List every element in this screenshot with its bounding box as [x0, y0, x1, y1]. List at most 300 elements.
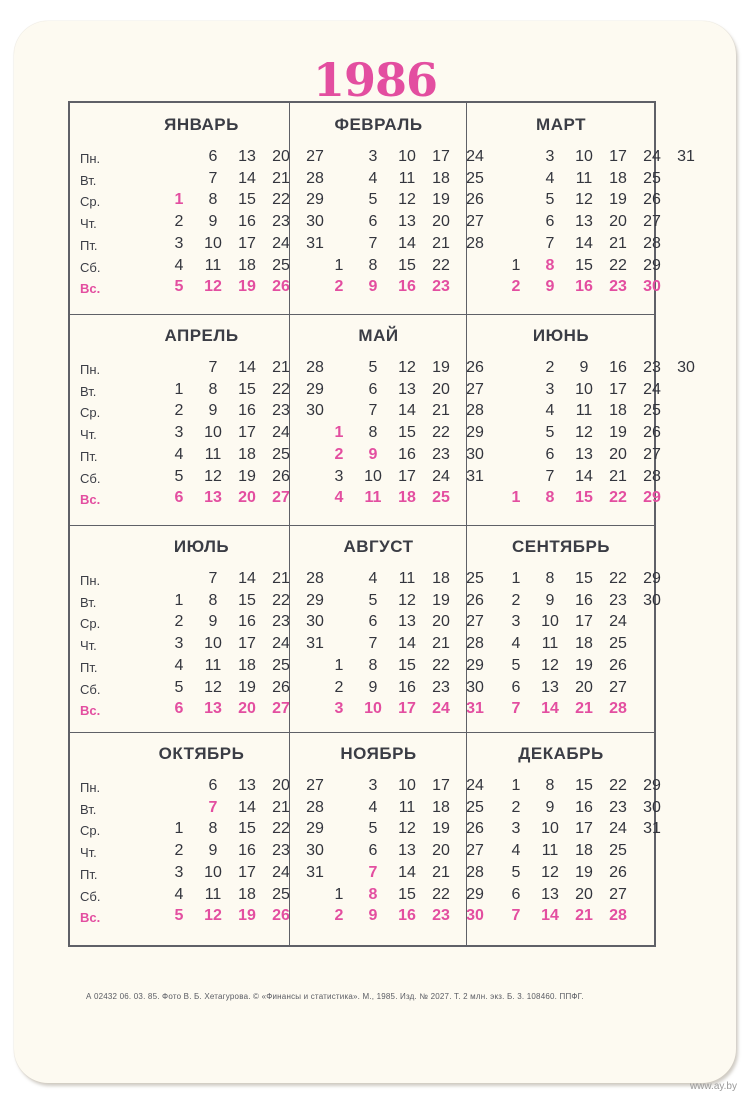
day-cell: 12 [204, 907, 222, 925]
day-cell: 10 [575, 380, 593, 398]
day-cell: 24 [272, 424, 290, 442]
day-cell: 10 [204, 234, 222, 252]
day-cell: 25 [643, 169, 661, 187]
day-cell: 26 [272, 278, 290, 296]
day-cell: 29 [306, 380, 324, 398]
day-cell: 15 [398, 256, 416, 274]
day-cell: 7 [368, 234, 378, 252]
day-cell: 12 [204, 678, 222, 696]
day-cell: 7 [208, 169, 218, 187]
day-cell: 18 [575, 635, 593, 653]
day-cell: 24 [272, 863, 290, 881]
day-cell: 10 [575, 148, 593, 165]
day-cell: 7 [368, 635, 378, 653]
day-cell: 17 [575, 820, 593, 838]
day-cell: 1 [334, 256, 344, 274]
day-cell: 19 [238, 278, 256, 296]
day-cell: 3 [334, 700, 344, 718]
day-cell: 30 [466, 678, 484, 696]
day-cell: 15 [238, 820, 256, 838]
day-cell: 22 [272, 591, 290, 609]
day-cell: 20 [575, 885, 593, 903]
day-cell: 11 [541, 842, 559, 860]
day-cell: 14 [541, 700, 559, 718]
day-cell: 2 [545, 359, 555, 376]
day-cell: 29 [306, 191, 324, 209]
day-cell: 24 [643, 380, 661, 398]
day-cell: 11 [364, 489, 382, 507]
weekday-label: Вс. [80, 281, 101, 297]
day-cell: 1 [511, 489, 521, 507]
day-cell: 19 [432, 191, 450, 209]
day-cell: 8 [368, 656, 378, 674]
day-cell: 17 [238, 635, 256, 653]
day-cell: 26 [466, 359, 484, 376]
day-cell: 27 [306, 148, 324, 165]
day-cell: 1 [174, 191, 184, 209]
day-cell: 10 [204, 424, 222, 442]
month-block [289, 525, 484, 733]
day-cell: 11 [575, 402, 593, 420]
day-cell: 30 [466, 445, 484, 463]
month-name: ФЕВРАЛЬ [334, 115, 423, 134]
day-cell: 19 [238, 678, 256, 696]
day-cell: 22 [609, 489, 627, 507]
day-cell: 1 [334, 656, 344, 674]
day-cell: 19 [238, 907, 256, 925]
day-cell: 23 [272, 402, 290, 420]
day-cell: 18 [238, 256, 256, 274]
day-cell: 29 [643, 570, 661, 587]
day-cell: 4 [511, 842, 521, 860]
day-cell: 6 [545, 445, 555, 463]
day-cell: 15 [238, 380, 256, 398]
day-cell: 8 [208, 820, 218, 838]
day-cell: 8 [368, 424, 378, 442]
day-cell: 30 [643, 798, 661, 816]
day-cell: 16 [238, 402, 256, 420]
day-cell: 4 [511, 635, 521, 653]
day-cell: 6 [545, 213, 555, 231]
day-cell: 10 [398, 148, 416, 165]
day-cell: 10 [364, 700, 382, 718]
day-cell: 5 [545, 191, 555, 209]
day-cell: 8 [368, 885, 378, 903]
day-cell: 17 [432, 777, 450, 794]
weekday-label: Чт. [80, 845, 97, 861]
day-cell: 1 [174, 380, 184, 398]
month-name: ИЮЛЬ [173, 537, 230, 556]
day-cell: 21 [609, 467, 627, 485]
day-cell: 4 [368, 570, 378, 587]
day-cell: 16 [398, 278, 416, 296]
month-block [466, 103, 695, 315]
day-cell: 25 [466, 570, 484, 587]
day-cell: 6 [368, 380, 378, 398]
day-cell: 9 [545, 591, 555, 609]
day-cell: 29 [466, 656, 484, 674]
day-cell: 9 [208, 213, 218, 231]
day-cell: 21 [432, 402, 450, 420]
day-cell: 14 [575, 234, 593, 252]
day-cell: 24 [432, 467, 450, 485]
day-cell: 7 [545, 467, 555, 485]
day-cell: 28 [466, 402, 484, 420]
day-cell: 11 [204, 445, 222, 463]
day-cell: 2 [334, 907, 344, 925]
day-cell: 20 [609, 213, 627, 231]
day-cell: 21 [272, 798, 290, 816]
day-cell: 22 [432, 424, 450, 442]
day-cell: 2 [174, 402, 184, 420]
day-cell: 27 [272, 700, 290, 718]
day-cell: 14 [238, 798, 256, 816]
day-cell: 20 [432, 613, 450, 631]
day-cell: 16 [575, 278, 593, 296]
day-cell: 23 [432, 445, 450, 463]
day-cell: 28 [609, 907, 627, 925]
day-cell: 18 [238, 656, 256, 674]
day-cell: 26 [272, 467, 290, 485]
calendar-card [14, 21, 736, 1083]
day-cell: 8 [545, 256, 555, 274]
day-cell: 19 [432, 820, 450, 838]
day-cell: 26 [643, 424, 661, 442]
day-cell: 19 [432, 359, 450, 376]
day-cell: 15 [575, 489, 593, 507]
day-cell: 22 [609, 570, 627, 587]
day-cell: 18 [432, 798, 450, 816]
month-name: ЯНВАРЬ [164, 115, 239, 134]
month-block [289, 314, 484, 526]
day-cell: 7 [545, 234, 555, 252]
day-cell: 25 [609, 842, 627, 860]
day-cell: 5 [545, 424, 555, 442]
day-cell: 4 [368, 169, 378, 187]
day-cell: 11 [398, 798, 416, 816]
day-cell: 18 [575, 842, 593, 860]
day-cell: 24 [609, 613, 627, 631]
day-cell: 23 [609, 591, 627, 609]
day-cell: 13 [398, 613, 416, 631]
day-cell: 25 [643, 402, 661, 420]
day-cell: 11 [575, 169, 593, 187]
day-cell: 24 [643, 148, 661, 165]
day-cell: 28 [306, 798, 324, 816]
weekday-label: Пт. [80, 448, 98, 464]
day-cell: 17 [238, 424, 256, 442]
day-cell: 31 [466, 700, 484, 718]
month-name: АПРЕЛЬ [164, 326, 239, 345]
day-cell: 20 [272, 777, 290, 794]
day-cell: 10 [364, 467, 382, 485]
day-cell: 27 [643, 445, 661, 463]
day-cell: 22 [609, 777, 627, 794]
day-cell: 14 [238, 169, 256, 187]
day-cell: 30 [306, 213, 324, 231]
day-cell: 15 [398, 885, 416, 903]
day-cell: 30 [677, 359, 695, 376]
day-cell: 26 [466, 591, 484, 609]
day-cell: 16 [398, 445, 416, 463]
day-cell: 21 [432, 635, 450, 653]
day-cell: 7 [368, 863, 378, 881]
day-cell: 27 [643, 213, 661, 231]
day-cell: 19 [238, 467, 256, 485]
weekday-label: Вт. [80, 801, 97, 817]
day-cell: 20 [575, 678, 593, 696]
day-cell: 25 [272, 885, 290, 903]
weekday-label: Пт. [80, 866, 98, 882]
day-cell: 14 [398, 234, 416, 252]
imprint-footer: А 02432 06. 03. 85. Фото В. Б. Хетагурова. © «Финансы и статистика». М., 1985. Изд. № 2027. Т. 2 млн. экз. Б. 3. 108460. ППФГ. [86, 992, 584, 1001]
month-block [289, 732, 484, 945]
day-cell: 20 [432, 842, 450, 860]
day-cell: 4 [174, 885, 184, 903]
day-cell: 28 [466, 863, 484, 881]
day-cell: 2 [174, 842, 184, 860]
day-cell: 12 [541, 863, 559, 881]
day-cell: 18 [238, 885, 256, 903]
weekday-label: Ср. [80, 405, 101, 421]
day-cell: 5 [368, 359, 378, 376]
day-cell: 27 [466, 380, 484, 398]
month-block [289, 103, 484, 315]
day-cell: 28 [609, 700, 627, 718]
day-cell: 6 [511, 885, 521, 903]
day-cell: 6 [368, 613, 378, 631]
day-cell: 13 [541, 678, 559, 696]
day-cell: 15 [398, 656, 416, 674]
day-cell: 31 [306, 234, 324, 252]
day-cell: 21 [575, 700, 593, 718]
day-cell: 18 [238, 445, 256, 463]
day-cell: 18 [398, 489, 416, 507]
day-cell: 17 [238, 863, 256, 881]
day-cell: 12 [541, 656, 559, 674]
day-cell: 9 [208, 402, 218, 420]
month-block [70, 525, 324, 733]
day-cell: 31 [643, 820, 661, 838]
day-cell: 23 [272, 842, 290, 860]
weekday-label: Вт. [80, 172, 97, 188]
day-cell: 28 [643, 467, 661, 485]
day-cell: 5 [368, 191, 378, 209]
month-block [70, 103, 324, 315]
day-cell: 16 [398, 678, 416, 696]
day-cell: 9 [368, 445, 378, 463]
day-cell: 3 [334, 467, 344, 485]
day-cell: 29 [643, 777, 661, 794]
day-cell: 13 [238, 777, 256, 794]
day-cell: 27 [272, 489, 290, 507]
day-cell: 23 [432, 278, 450, 296]
day-cell: 19 [432, 591, 450, 609]
day-cell: 17 [238, 234, 256, 252]
day-cell: 9 [368, 907, 378, 925]
day-cell: 29 [306, 591, 324, 609]
day-cell: 11 [204, 656, 222, 674]
day-cell: 3 [545, 148, 555, 165]
day-cell: 25 [466, 798, 484, 816]
day-cell: 17 [609, 380, 627, 398]
day-cell: 13 [398, 213, 416, 231]
day-cell: 7 [208, 570, 218, 587]
day-cell: 5 [174, 278, 184, 296]
day-cell: 16 [575, 591, 593, 609]
calendar-grid [68, 101, 695, 947]
day-cell: 24 [272, 234, 290, 252]
weekday-label: Пт. [80, 237, 98, 253]
day-cell: 10 [541, 613, 559, 631]
day-cell: 25 [466, 169, 484, 187]
day-cell: 3 [368, 148, 378, 165]
day-cell: 16 [609, 359, 627, 376]
weekday-label: Ср. [80, 616, 101, 632]
day-cell: 6 [174, 489, 184, 507]
day-cell: 24 [432, 700, 450, 718]
day-cell: 22 [609, 256, 627, 274]
day-cell: 27 [466, 213, 484, 231]
day-cell: 1 [334, 424, 344, 442]
day-cell: 17 [575, 613, 593, 631]
day-cell: 21 [432, 863, 450, 881]
day-cell: 4 [368, 798, 378, 816]
day-cell: 20 [238, 489, 256, 507]
day-cell: 15 [575, 777, 593, 794]
day-cell: 21 [272, 169, 290, 187]
weekday-label: Сб. [80, 259, 101, 275]
day-cell: 10 [204, 635, 222, 653]
month-block [466, 732, 661, 945]
day-cell: 2 [511, 798, 521, 816]
day-cell: 14 [398, 863, 416, 881]
day-cell: 6 [208, 148, 218, 165]
day-cell: 16 [238, 613, 256, 631]
day-cell: 11 [204, 256, 222, 274]
day-cell: 9 [208, 613, 218, 631]
day-cell: 18 [609, 402, 627, 420]
day-cell: 27 [609, 885, 627, 903]
day-cell: 22 [272, 191, 290, 209]
day-cell: 19 [609, 424, 627, 442]
month-name: ИЮНЬ [532, 326, 590, 345]
day-cell: 28 [466, 234, 484, 252]
month-name: МАРТ [536, 115, 586, 134]
day-cell: 30 [306, 613, 324, 631]
day-cell: 14 [238, 570, 256, 587]
day-cell: 24 [609, 820, 627, 838]
day-cell: 29 [643, 256, 661, 274]
month-name: ДЕКАБРЬ [518, 744, 604, 763]
day-cell: 1 [511, 570, 521, 587]
day-cell: 3 [174, 635, 184, 653]
day-cell: 5 [511, 863, 521, 881]
month-block [466, 525, 661, 733]
day-cell: 9 [208, 842, 218, 860]
day-cell: 9 [545, 278, 555, 296]
day-cell: 22 [272, 380, 290, 398]
weekday-label: Вс. [80, 910, 101, 926]
day-cell: 15 [398, 424, 416, 442]
day-cell: 2 [511, 591, 521, 609]
day-cell: 4 [174, 656, 184, 674]
day-cell: 21 [432, 234, 450, 252]
day-cell: 10 [541, 820, 559, 838]
day-cell: 30 [306, 402, 324, 420]
day-cell: 12 [204, 278, 222, 296]
day-cell: 20 [238, 700, 256, 718]
day-cell: 28 [306, 570, 324, 587]
day-cell: 2 [511, 278, 521, 296]
day-cell: 14 [541, 907, 559, 925]
weekday-label: Ср. [80, 194, 101, 210]
day-cell: 31 [466, 467, 484, 485]
day-cell: 1 [511, 256, 521, 274]
day-cell: 11 [204, 885, 222, 903]
day-cell: 12 [204, 467, 222, 485]
month-name: НОЯБРЬ [340, 744, 417, 763]
day-cell: 30 [306, 842, 324, 860]
weekday-label: Ср. [80, 823, 101, 839]
day-cell: 19 [575, 863, 593, 881]
day-cell: 2 [174, 213, 184, 231]
day-cell: 17 [432, 148, 450, 165]
day-cell: 3 [511, 820, 521, 838]
weekday-label: Вт. [80, 383, 97, 399]
day-cell: 17 [398, 467, 416, 485]
day-cell: 15 [238, 591, 256, 609]
day-cell: 20 [272, 148, 290, 165]
day-cell: 4 [174, 256, 184, 274]
day-cell: 13 [541, 885, 559, 903]
day-cell: 11 [398, 169, 416, 187]
day-cell: 23 [609, 278, 627, 296]
day-cell: 1 [174, 820, 184, 838]
day-cell: 27 [466, 613, 484, 631]
day-cell: 27 [609, 678, 627, 696]
day-cell: 26 [466, 191, 484, 209]
day-cell: 18 [609, 169, 627, 187]
day-cell: 22 [272, 820, 290, 838]
month-name: АВГУСТ [343, 537, 414, 556]
day-cell: 13 [204, 700, 222, 718]
day-cell: 12 [398, 359, 416, 376]
day-cell: 13 [398, 842, 416, 860]
day-cell: 5 [174, 678, 184, 696]
day-cell: 29 [306, 820, 324, 838]
day-cell: 2 [174, 613, 184, 631]
weekday-label: Сб. [80, 888, 101, 904]
day-cell: 1 [174, 591, 184, 609]
day-cell: 2 [334, 278, 344, 296]
day-cell: 3 [545, 380, 555, 398]
day-cell: 1 [334, 885, 344, 903]
day-cell: 24 [466, 148, 484, 165]
month-block [466, 314, 695, 526]
day-cell: 19 [609, 191, 627, 209]
day-cell: 26 [272, 678, 290, 696]
weekday-label: Пн. [80, 362, 101, 377]
day-cell: 26 [609, 656, 627, 674]
day-cell: 6 [174, 700, 184, 718]
day-cell: 8 [545, 777, 555, 794]
day-cell: 4 [545, 402, 555, 420]
weekday-label: Пн. [80, 151, 101, 166]
day-cell: 23 [609, 798, 627, 816]
day-cell: 21 [272, 359, 290, 376]
weekday-label: Вс. [80, 492, 101, 508]
